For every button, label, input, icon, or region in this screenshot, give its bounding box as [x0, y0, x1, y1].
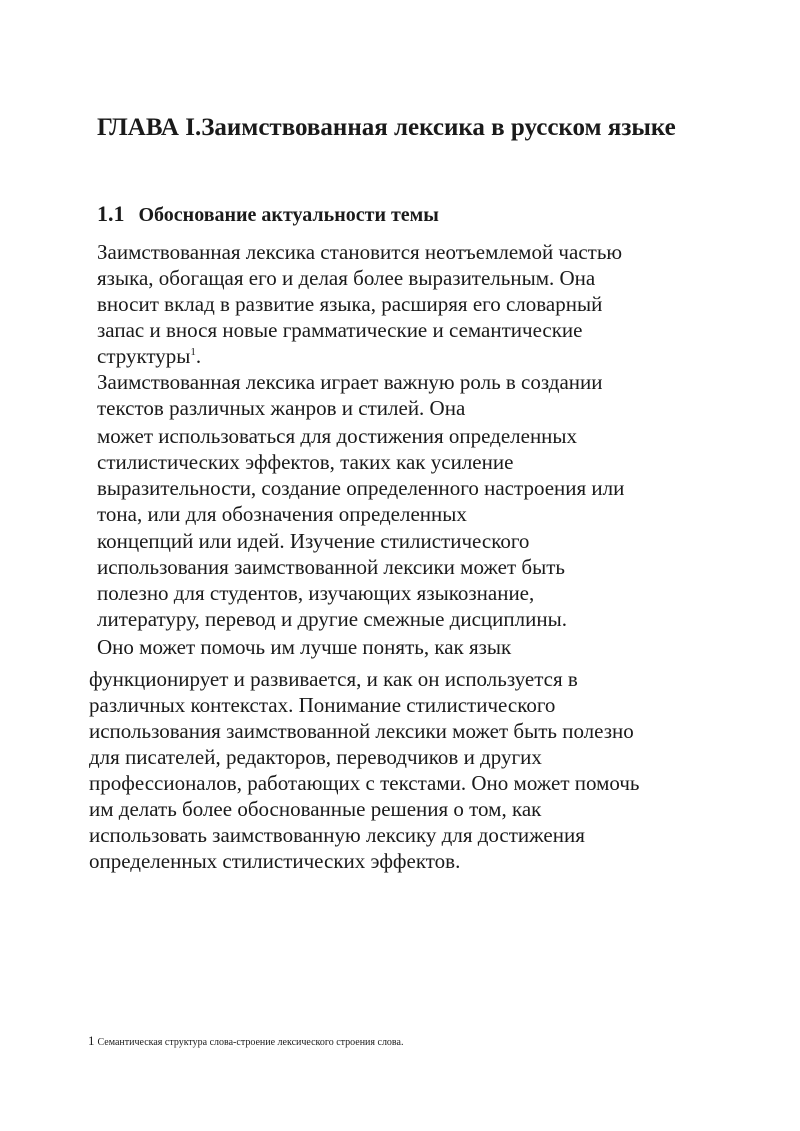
body-line: функционирует и развивается, и как он используется в	[89, 667, 578, 691]
body-line: использования заимствованной лексики может быть полезно	[89, 719, 634, 743]
body-line: Заимствованная лексика играет важную роль в создании	[97, 370, 603, 394]
chapter-title: ГЛАВА I.Заимствованная лексика в русском языке	[97, 114, 676, 141]
body-line-with-footnote	[97, 343, 201, 369]
body-line: определенных стилистических эффектов.	[89, 849, 461, 873]
body-line: выразительности, создание определенного настроения или	[97, 476, 625, 500]
footnote-text: Семантическая структура слова-строение лексического строения слова.	[97, 1037, 404, 1048]
sentence-end: .	[195, 344, 202, 368]
footnote-number: 1	[88, 1033, 95, 1048]
section-heading	[97, 200, 737, 229]
body-line: запас и внося новые грамматические и семантические	[97, 318, 583, 342]
body-line: языка, обогащая его и делая более выразительным. Она	[97, 266, 596, 290]
section-title: Обоснование актуальности темы	[138, 204, 439, 226]
body-line: профессионалов, работающих с текстами. Оно может помочь	[89, 771, 640, 795]
body-line: различных контекстах. Понимание стилистического	[89, 693, 556, 717]
body-line: текстов различных жанров и стилей. Она	[97, 396, 466, 420]
body-line: литературу, перевод и другие смежные дисциплины.	[97, 607, 567, 631]
body-line: Заимствованная лексика становится неотъемлемой частью	[97, 240, 623, 264]
body-line: полезно для студентов, изучающих языкознание,	[97, 581, 535, 605]
body-line: для писателей, редакторов, переводчиков и других	[89, 745, 542, 769]
body-line: тона, или для обозначения определенных	[97, 502, 467, 526]
footnote-reference[interactable]: 1	[190, 346, 196, 358]
body-line-text: структуры	[97, 344, 191, 368]
body-line: использования заимствованной лексики может быть	[97, 555, 565, 579]
body-line: им делать более обоснованные решения о том, как	[89, 797, 542, 821]
body-line: стилистических эффектов, таких как усиление	[97, 450, 514, 474]
body-line: концепций или идей. Изучение стилистического	[97, 529, 530, 553]
body-line: использовать заимствованную лексику для достижения	[89, 823, 585, 847]
section-number: 1.1	[97, 201, 125, 226]
body-line: вносит вклад в развитие языка, расширяя его словарный	[97, 292, 603, 316]
body-line: Оно может помочь им лучше понять, как язык	[97, 635, 512, 659]
footnote	[88, 1034, 403, 1050]
body-line: может использоваться для достижения определенных	[97, 424, 578, 448]
